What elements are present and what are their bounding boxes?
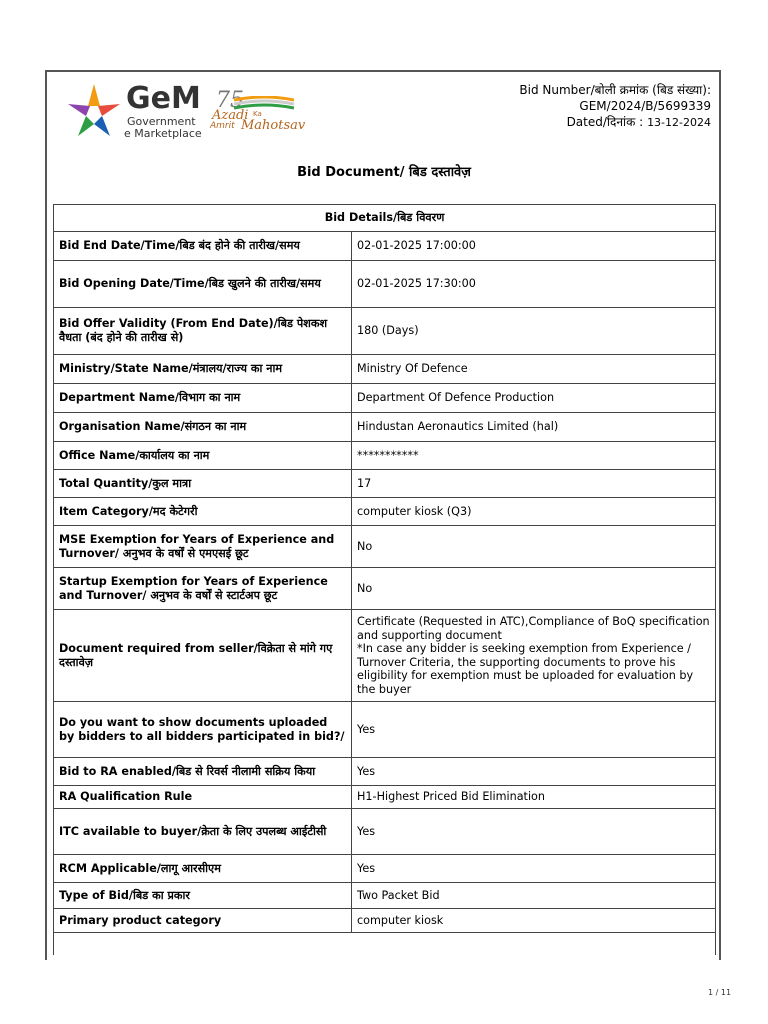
- empty-cell: [54, 933, 716, 955]
- amrit-word: Amrit: [210, 121, 235, 131]
- row-label: Primary product category: [54, 909, 352, 933]
- bid-number: GEM/2024/B/5699339: [579, 99, 711, 113]
- azadi-word: Azadi: [212, 108, 249, 123]
- table-row: [54, 232, 716, 261]
- row-label: Bid to RA enabled/बिड से रिवर्स नीलामी सक्रिय किया: [54, 758, 352, 786]
- table-row: [54, 568, 716, 610]
- row-label: ITC available to buyer/क्रेता के लिए उपलब्ध आईटीसी: [54, 809, 352, 855]
- table-row: [54, 909, 716, 933]
- table-row: [54, 702, 716, 758]
- dated-line: [519, 114, 711, 131]
- bid-info: [519, 82, 711, 131]
- table-row: [54, 308, 716, 355]
- table-row: [54, 758, 716, 786]
- gem-subtitle-1: Government: [127, 115, 196, 128]
- row-value: 02-01-2025 17:30:00: [352, 261, 716, 308]
- row-value: Yes: [352, 855, 716, 883]
- table-row: [54, 355, 716, 384]
- table-row: [54, 526, 716, 568]
- row-value: Certificate (Requested in ATC),Compliance of BoQ specification and supporting document *In case any bidder is seeking exemption from Experience / Turnover Criteria, the supporting documents to prove his eligibility for exemption must be uploaded for evaluation by the buyer: [352, 610, 716, 702]
- ka-word: Ka: [253, 110, 262, 118]
- table-row: [54, 442, 716, 470]
- row-label: RCM Applicable/लागू आरसीएम: [54, 855, 352, 883]
- bid-details-table: [53, 204, 716, 955]
- table-row-empty: [54, 933, 716, 955]
- row-label: MSE Exemption for Years of Experience and Turnover/ अनुभव के वर्षों से एमएसई छूट: [54, 526, 352, 568]
- row-value: Hindustan Aeronautics Limited (hal): [352, 413, 716, 442]
- table-row: [54, 498, 716, 526]
- row-label: Total Quantity/कुल मात्रा: [54, 470, 352, 498]
- row-value: Department Of Defence Production: [352, 384, 716, 413]
- row-label: Bid Opening Date/Time/बिड खुलने की तारीख/समय: [54, 261, 352, 308]
- row-label: Department Name/विभाग का नाम: [54, 384, 352, 413]
- row-label: Type of Bid/बिड का प्रकार: [54, 883, 352, 909]
- row-value: computer kiosk (Q3): [352, 498, 716, 526]
- mahotsav-word: Mahotsav: [241, 118, 306, 133]
- row-label: Organisation Name/संगठन का नाम: [54, 413, 352, 442]
- row-value: 180 (Days): [352, 308, 716, 355]
- page-number: 1 / 11: [708, 988, 732, 997]
- bid-number-label: Bid Number/बोली क्रमांक (बिड संख्या):: [519, 83, 711, 97]
- table-row: [54, 809, 716, 855]
- dated-value: 13-12-2024: [647, 116, 711, 129]
- row-value: No: [352, 568, 716, 610]
- row-label: Ministry/State Name/मंत्रालय/राज्य का नाम: [54, 355, 352, 384]
- row-value: ***********: [352, 442, 716, 470]
- row-value: Yes: [352, 758, 716, 786]
- row-label: Office Name/कार्यालय का नाम: [54, 442, 352, 470]
- table-row: [54, 261, 716, 308]
- table-row: [54, 610, 716, 702]
- table-header-row: [54, 205, 716, 232]
- document-title: Bid Document/ बिड दस्तावेज़: [297, 165, 471, 180]
- row-value: No: [352, 526, 716, 568]
- row-value: Two Packet Bid: [352, 883, 716, 909]
- table-row: [54, 384, 716, 413]
- row-label: RA Qualification Rule: [54, 786, 352, 809]
- row-label: Item Category/मद केटेगरी: [54, 498, 352, 526]
- gem-wordmark: GeM: [126, 81, 201, 116]
- row-value: Yes: [352, 809, 716, 855]
- table-header: Bid Details/बिड विवरण: [54, 205, 716, 232]
- dated-label: Dated/दिनांक :: [566, 115, 644, 129]
- azadi-number: 75: [216, 88, 244, 113]
- gem-star-icon: [64, 80, 124, 142]
- azadi-logo: [210, 90, 310, 140]
- row-label: Bid Offer Validity (From End Date)/बिड पेशकश वैधता (बंद होने की तारीख से): [54, 308, 352, 355]
- row-label: Do you want to show documents uploaded by bidders to all bidders participated in bid?/: [54, 702, 352, 758]
- row-value: Ministry Of Defence: [352, 355, 716, 384]
- table-row: [54, 470, 716, 498]
- row-value: Yes: [352, 702, 716, 758]
- row-label: Startup Exemption for Years of Experience and Turnover/ अनुभव के वर्षों से स्टार्टअप छूट: [54, 568, 352, 610]
- table-row: [54, 855, 716, 883]
- row-value: H1-Highest Priced Bid Elimination: [352, 786, 716, 809]
- table-row: [54, 413, 716, 442]
- row-value: computer kiosk: [352, 909, 716, 933]
- row-value: 17: [352, 470, 716, 498]
- row-value: 02-01-2025 17:00:00: [352, 232, 716, 261]
- gem-subtitle-2: e Marketplace: [124, 127, 202, 140]
- table-row: [54, 786, 716, 809]
- row-label: Bid End Date/Time/बिड बंद होने की तारीख/समय: [54, 232, 352, 261]
- table-row: [54, 883, 716, 909]
- row-label: Document required from seller/विक्रेता से मांगे गए दस्तावेज़: [54, 610, 352, 702]
